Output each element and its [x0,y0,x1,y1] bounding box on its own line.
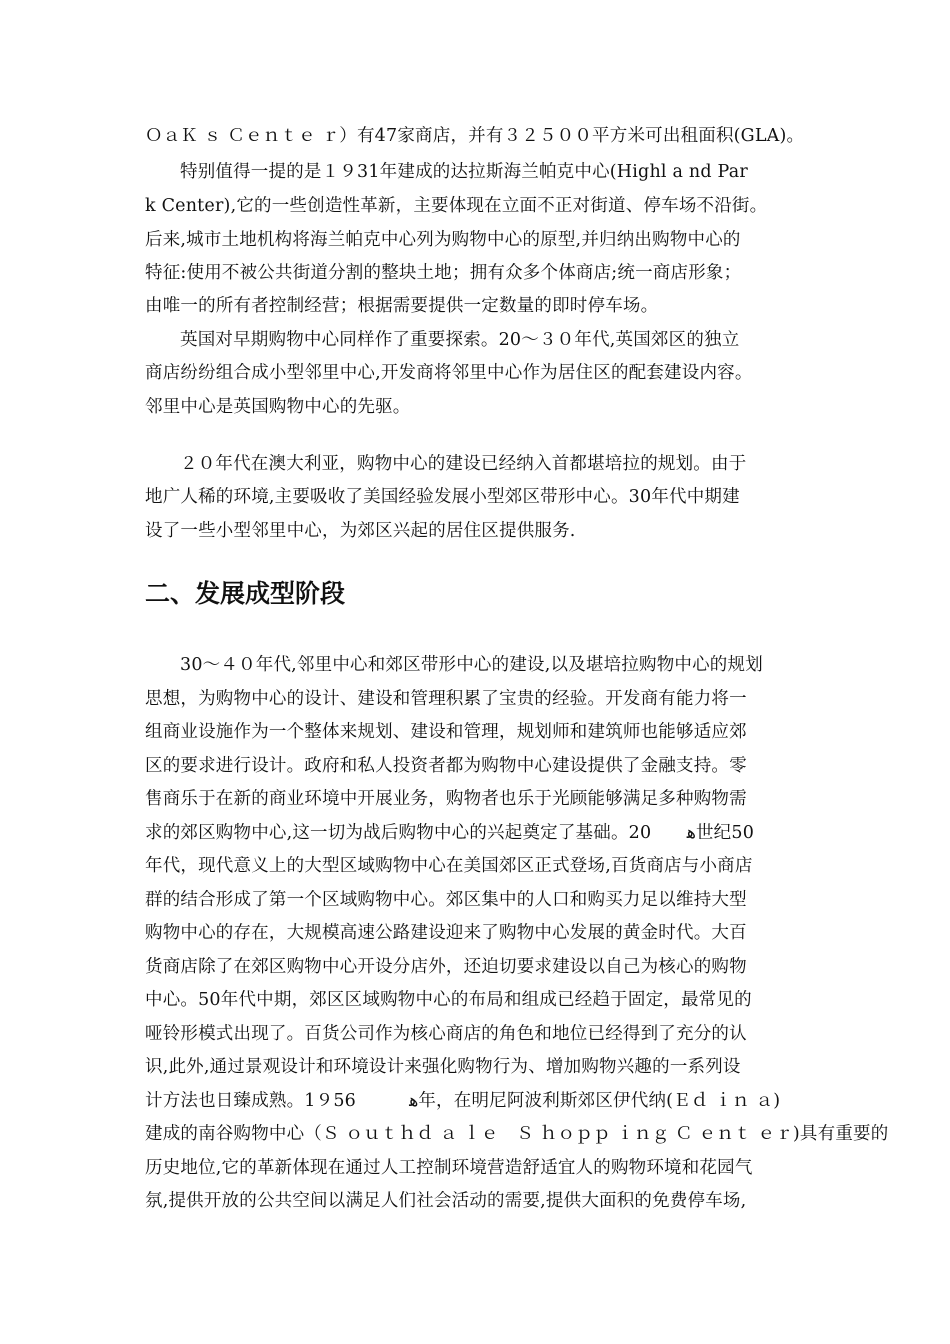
text-line: 英国对早期购物中心同样作了重要探索。20～３０年代,英国郊区的独立 [180,330,740,350]
text-line: 建成的南谷购物中心（Ｓ ｏｕｔｈｄ ａ ｌｅ Ｓ ｈｏｐｐ ｉｎｇ Ｃ ｅｎｔ ｅｒ)具有重要的 [145,1124,889,1144]
text-line: 识,此外,通过景观设计和环境设计来强化购物行为、增加购物兴趣的一系列设 [145,1057,741,1077]
text-line: 30～４０年代,邻里中心和郊区带形中心的建设,以及堪培拉购物中心的规划 [180,655,763,675]
text-line: 历史地位,它的革新体现在通过人工控制环境营造舒适宜人的购物环境和花园气 [145,1158,753,1178]
text-line: 思想，为购物中心的设计、建设和管理积累了宝贵的经验。开发商有能力将一 [145,689,747,709]
text-line: 求的郊区购物中心,这一切为战后购物中心的兴起奠定了基础。20 ﻫ世纪50 [145,823,755,843]
text-line: 购物中心的存在，大规模高速公路建设迎来了购物中心发展的黄金时代。大百 [145,923,747,943]
text-line: 特别值得一提的是１９31年建成的达拉斯海兰帕克中心(Highl a nd Par [180,162,748,182]
text-line: 货商店除了在郊区购物中心开设分店外，还迫切要求建设以自己为核心的购物 [145,957,747,977]
text-line: ２０年代在澳大利亚，购物中心的建设已经纳入首都堪培拉的规划。由于 [180,454,747,474]
text-line: 后来,城市土地机构将海兰帕克中心列为购物中心的原型,并归纳出购物中心的 [145,230,741,250]
text-line: 组商业设施作为一个整体来规划、建设和管理，规划师和建筑师也能够适应郊 [145,722,747,742]
text-line: 计方法也日臻成熟。1９56 ﻫ年，在明尼阿波利斯郊区伊代纳(Ｅｄ ｉｎ ａ) [145,1091,781,1111]
text-line: k Center),它的一些创造性革新，主要体现在立面不正对街道、停车场不沿街。 [145,196,768,216]
text-line: 邻里中心是英国购物中心的先驱。 [145,397,411,417]
text-line: 群的结合形成了第一个区域购物中心。郊区集中的人口和购买力足以维持大型 [145,890,747,910]
text-line: ＯａＫ ｓ Ｃｅｎｔｅ ｒ）有47家商店，并有３２５００平方米可出租面积(GLA)。 [145,126,805,146]
text-line: 商店纷纷组合成小型邻里中心,开发商将邻里中心作为居住区的配套建设内容。 [145,363,753,383]
text-line: 氛,提供开放的公共空间以满足人们社会活动的需要,提供大面积的免费停车场, [145,1191,747,1211]
text-line: 年代，现代意义上的大型区域购物中心在美国郊区正式登场,百货商店与小商店 [145,856,753,876]
text-line: 设了一些小型邻里中心，为郊区兴起的居住区提供服务. [145,521,576,541]
text-line: 哑铃形模式出现了。百货公司作为核心商店的角色和地位已经得到了充分的认 [145,1024,747,1044]
text-line: 售商乐于在新的商业环境中开展业务，购物者也乐于光顾能够满足多种购物需 [145,789,747,809]
text-line: 中心。50年代中期，郊区区域购物中心的布局和组成已经趋于固定，最常见的 [145,990,752,1010]
text-line: 区的要求进行设计。政府和私人投资者都为购物中心建设提供了金融支持。零 [145,756,747,776]
text-line: 由唯一的所有者控制经营；根据需要提供一定数量的即时停车场。 [145,296,659,316]
section-heading: 二、发展成型阶段 [145,579,346,608]
text-line: 特征:使用不被公共街道分割的整块土地；拥有众多个体商店;统一商店形象； [145,263,742,283]
text-line: 地广人稀的环境,主要吸收了美国经验发展小型郊区带形中心。30年代中期建 [145,487,740,507]
